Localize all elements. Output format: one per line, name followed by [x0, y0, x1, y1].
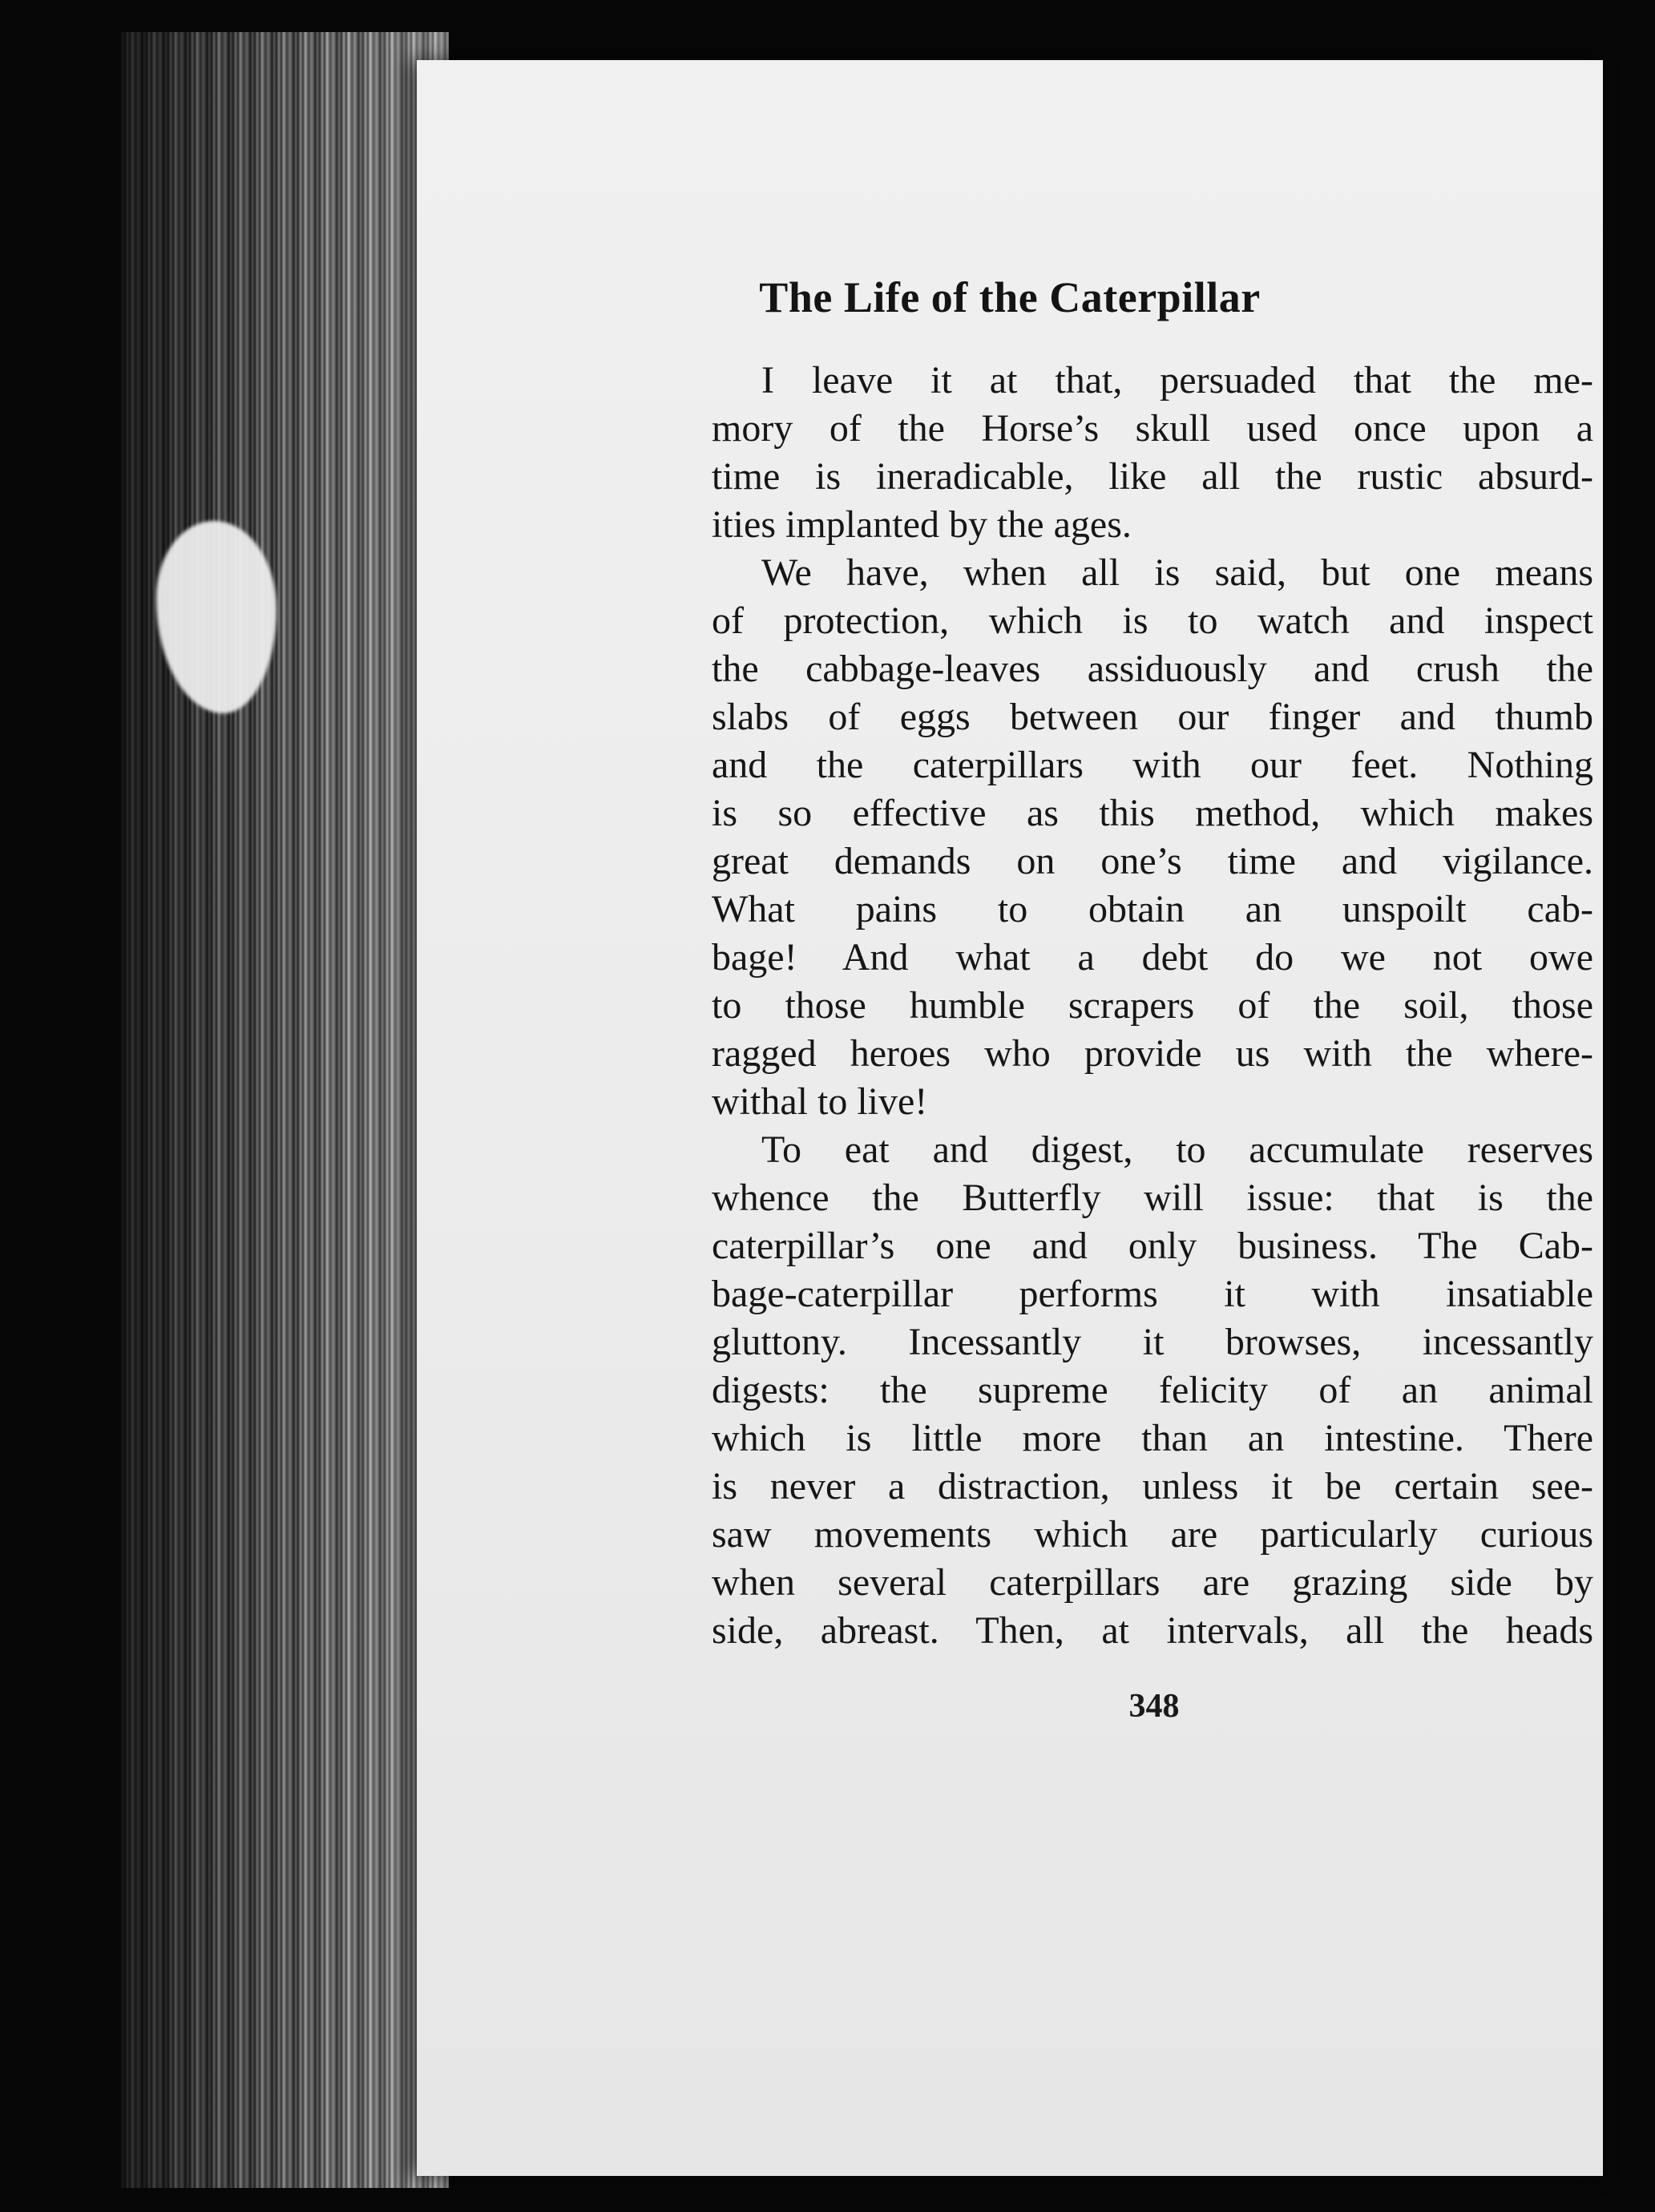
book-fore-edge — [120, 32, 449, 2188]
text-line: time is ineradicable, like all the rustic absurd- — [712, 455, 1593, 498]
running-head: The Life of the Caterpillar — [759, 273, 1261, 321]
text-line: the cabbage-leaves assiduously and crush the — [712, 648, 1593, 690]
text-line: which is little more than an intestine. There — [712, 1417, 1593, 1459]
text-line: saw movements which are particularly curious — [712, 1513, 1593, 1556]
text-line: mory of the Horse’s skull used once upon a — [712, 407, 1593, 450]
text-line: slabs of eggs between our finger and thumb — [712, 696, 1593, 738]
text-line: is never a distraction, unless it be certain see- — [712, 1465, 1593, 1508]
page-number: 348 — [1128, 1688, 1180, 1725]
text-line: great demands on one’s time and vigilance. — [712, 840, 1593, 882]
text-line: is so effective as this method, which makes — [712, 792, 1593, 834]
text-line: caterpillar’s one and only business. The Cab- — [712, 1225, 1593, 1267]
text-line: ities implanted by the ages. — [712, 503, 1132, 546]
text-line: and the caterpillars with our feet. Nothing — [712, 744, 1593, 786]
text-line: side, abreast. Then, at intervals, all the heads — [712, 1609, 1593, 1652]
text-line: bage-caterpillar performs it with insatiable — [712, 1273, 1593, 1315]
body-text — [712, 357, 1593, 1655]
text-line: to those humble scrapers of the soil, those — [712, 984, 1593, 1027]
text-line: when several caterpillars are grazing side by — [712, 1561, 1593, 1604]
text-line: ragged heroes who provide us with the where- — [712, 1032, 1593, 1075]
text-line: gluttony. Incessantly it browses, incessantly — [712, 1321, 1593, 1363]
text-line: I leave it at that, persuaded that the me- — [761, 359, 1593, 402]
text-line: digests: the supreme felicity of an animal — [712, 1369, 1593, 1411]
text-line: What pains to obtain an unspoilt cab- — [712, 888, 1593, 930]
text-line: of protection, which is to watch and inspect — [712, 599, 1593, 642]
text-line: bage! And what a debt do we not owe — [712, 936, 1593, 979]
text-line: whence the Butterfly will issue: that is the — [712, 1177, 1593, 1219]
text-line: To eat and digest, to accumulate reserves — [761, 1128, 1593, 1171]
text-line: withal to live! — [712, 1080, 928, 1123]
text-line: We have, when all is said, but one means — [761, 551, 1593, 594]
